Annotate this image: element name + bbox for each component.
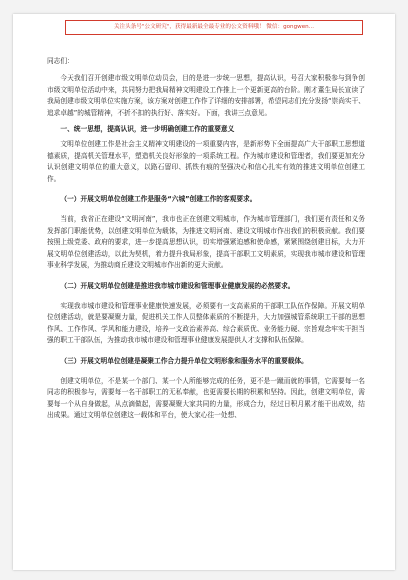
greeting: 同志们： — [47, 57, 74, 65]
subsection-3-heading: （三）开展文明单位创建是凝聚工作合力提升单位文明形象和服务水平的重要载体。 — [60, 356, 308, 365]
section-1-paragraph: 文明单位创建工作是社会主义精神文明建设的一项重要内容，是新形势下全面提高广大干部职工思想道德素质，提高机关管理水平，塑造机关良好形象的一项系统工程。作为城市建设和管理者，我们要更加充分认识创建文明单位的重大意义，以路石留印、抓铁有痕的坚强决心和信心扎实有效的推进文明单位创建工作。 — [47, 140, 365, 183]
document-page — [13, 14, 395, 570]
subsection-3-paragraph: 创建文明单位，不是某一个部门、某一个人所能够完成的任务，更不是一蹴而就的事情，它需要每一名同志的积极参与，需要每一名干部职工的无私奉献，也更需要长期的积累和坚持。因此，创建文明单位，需要每一个从自身做起，从点滴做起，需要凝聚大家共同的力量，形成合力，经过日积月累才能干出成效，结出成果。通过文明单位创建这一载体和平台，使大家心往一处想、 — [47, 376, 365, 420]
document-body — [47, 56, 365, 422]
subsection-1-paragraph: 当前，我省正在建设“文明河南”，我市也正在创建文明城市，作为城市管理部门，我们更有责任和义务发挥部门职能优势，以创建文明单位为载体，为推进文明河南、建设文明城市作出我们的积极贡献。我们要按照上级党委、政府的要求，进一步提高思想认识，切实增强紧迫感和使命感，紧紧围绕创建目标，大力开展文明单位创建活动，以此为契机，着力提升我局形象，提高干部职工文明素质，实现我市城市建设和管理事业科学发展，为推动商丘建设文明城市作出新的更大贡献。 — [47, 215, 365, 270]
intro-paragraph: 今天我们召开创建市级文明单位动员会，目的是进一步统一思想，提高认识，号召大家积极参与到争创市级文明单位活动中来，共同努力把我局精神文明建设工作推上一个更新更高的台阶。刚才董生局长宣读了我局创建市级文明单位实施方案，该方案对创建工作作了详细的安排部署，希望同志们充分发扬“崇尚实干、追求卓越”的城管精神，不折不扣的执行好、落实好。下面，我讲三点意见。 — [47, 74, 365, 117]
subsection-2-paragraph: 实现我市城市建设和管理事业健康快速发展，必须要有一支高素质的干部职工队伍作保障。开展文明单位创建活动，就是要凝聚力量，促进机关工作人员整体素质的不断提升，大力加强城管系统职工干部的思想作风、工作作风、学风和能力建设，培养一支政治素养高、综合素质优、业务能力硬、宗旨观念牢实干担当强的职工干部队伍，为推动我市城市建设和管理事业健康发展提供人才支撑和队伍保障。 — [47, 301, 365, 345]
subsection-2-heading: （二）开展文明单位创建是推进我市城市建设和管理事业健康发展的必然要求。 — [60, 281, 295, 290]
section-1-heading: 一、统一思想，提高认识，进一步明确创建工作的重要意义 — [60, 125, 235, 134]
subsection-1-heading: （一）开展文明单位创建工作是服务“六城”创建工作的客观要求。 — [60, 195, 257, 204]
promo-banner: 关注头条号"公文研究"，获得最新最全最专业的公文资料哦！ 微信：gongwen... — [65, 20, 363, 35]
